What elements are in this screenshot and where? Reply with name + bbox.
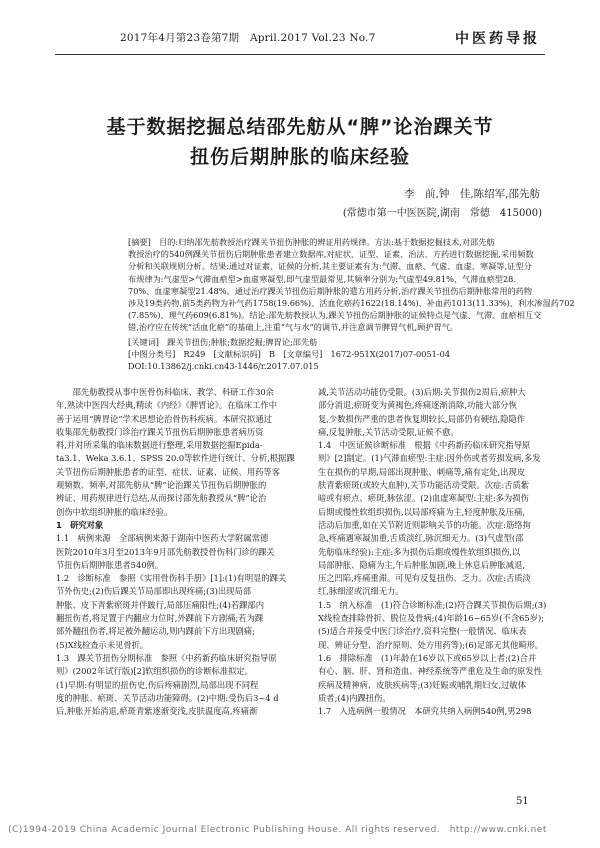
abstract-line: (7.85%)、理气药609(6.81%)。结论:邵先舫教授认为,踝关节扭伤后期肿胀的证候特点是气虚、气滞、血瘀相互交 [128,310,542,321]
body-line: 年,熟读中医四大经典,精读《内经》《脾胃论》。在临床工作中 [56,400,277,411]
body-line: 肤青紫瘀斑(或较大血肿),关节功能活动受限。次症:舌质紫 [318,480,530,491]
copyright-footer: (C)1994-2019 China Academic Journal Electronic Publishing House. All rights reserved. http://www.cnki.net [8,825,547,835]
body-line: 善于运用“脾胃论”学术思想论治骨伤科疾病。本研究拟通过 [56,413,272,424]
body-line: 部分消退,瘀斑变为黄褐色,疼痛逐渐消除,功能大部分恢 [318,400,517,411]
header-divider [55,54,545,55]
body-line: 翻扭伤者,将足置于内翻应力位时,外踝前下方剧痛;若为踝 [56,613,264,624]
body-line: 料,并对所采集的临床数据进行整理,采用数据挖掘Epida- [56,440,263,451]
article-title-line-1: 基于数据挖掘总结邵先舫从“脾”论治踝关节 [106,116,494,138]
body-line: 生在损伤的早期,局部出现肿胀、刺痛等,痛有定处,出现皮 [318,466,526,477]
body-line: 先舫临床经验):主症:多为损伤后期或慢性软组织损伤,以 [318,546,521,557]
body-line: 节扭伤后期肿胀患者540例。 [56,559,164,570]
body-line: ta3.1、Weka 3.6.1、SPSS 20.0等软件进行统计、分析,根据踝 [56,453,295,464]
body-line: (1)早期:有明显的扭伤史,伤后疼痛剧烈,局部出现不同程 [56,679,259,690]
body-line: 活动后加重,如在关节附近则影响关节的功能。次症:筋络拘 [318,519,531,530]
body-line: 疾病及精神病、皮肤疾病等;(3)妊娠或哺乳期妇女,过敏体 [318,679,527,690]
body-line: 收集邵先舫教授门诊治疗踝关节扭伤后期肿胀患者病历资 [56,426,264,437]
body-line: 度的肿胀、瘀斑、关节活动功能障碍。(2)中期:受伤后3~4 d [56,692,279,703]
author-affiliation: (常德市第一中医医院,湖南 常德 415000) [342,208,542,219]
author-list: 李 前,钟 佳,陈绍军,邵先舫 [403,188,540,200]
abstract-line: 错,治疗应在传统“活血化瘀”的基础上,注重“气与水”的调节,并注意调节脾胃气机,顾护胃气。 [128,322,459,333]
body-line: 红,脉细涩或沉细无力。 [318,586,404,597]
body-line: 压之凹陷,疼痛重滞。可见有反复扭伤、乏力。次症:舌质淡 [318,573,531,584]
body-line: 1.2 诊断标准 参照《实用骨伤科手册》[1]:(1)有明显的踝关 [56,573,287,584]
body-line: 则》(2002年试行版)[2]软组织损伤的诊断标准拟定。 [56,666,253,677]
page-number: 51 [516,796,529,807]
body-line: 局部肿胀、隐痛为主,午后肿胀加剧,晚上休息后肿胀减退, [318,559,526,570]
abstract-line: 70%、血虚寒凝型21.48%。通过治疗踝关节扭伤后期肿胀的遣方用药分析,治疗踝关节扭伤后期肿胀常用的药物 [128,285,533,296]
body-column-right [318,386,547,718]
classification-info: [中图分类号] R249 [文献标识码] B [文章编号] 1672-951X(2017)07-0051-04 [128,348,451,359]
abstract-line: 分析和关联规则分析。结果:通过对证素、证候的分析,其主要证素有为:气滞、血瘀、气虚、血虚、寒凝等,证型分 [128,261,532,272]
body-line: 1.1 病例来源 全部病例来源于湖南中医药大学附属常德 [56,533,269,544]
body-line: 急,疼痛遇寒凝加重,舌质淡红,脉沉细无力。(3)气虚型(邵 [318,533,524,544]
keywords: [关键词] 踝关节扭伤;肿胀;数据挖掘;脾胃论;邵先舫 [128,336,318,347]
body-line: 痛,反复肿胀,关节活动受限,证候不愈。 [318,426,459,437]
body-line: (5)适合并接受中医门诊治疗,资料完整(一般情况、临床表 [318,626,527,637]
body-line: 观频数、频率,对邵先舫从“脾”论治踝关节扭伤后期肿胀的 [56,480,267,491]
abstract-line: 涉及19类药物,前5类药物为补气药1758(19.66%)、活血化瘀药1622(18.14%)、补血药1013(11.33%)、利水渗湿药702 [128,298,575,309]
body-line: 减,关节活动功能仍受限。(3)后期:关节损伤2周后,瘀肿大 [318,387,526,397]
issue-info: 2017年4月第23卷第7期 April.2017 Vol.23 No.7 [120,32,376,44]
body-line: 则》[2]制定。(1)气滞血瘀型:主症:因外伤或者劳损发病,多发 [318,453,541,464]
body-line: 部外翻扭伤者,将足被外翻运动,则内踝前下方出现剧痛; [56,626,255,637]
body-line: 辨证、用药规律进行总结,从而探讨邵先舫教授从“脾”论治 [56,493,267,504]
abstract-line: 教授治疗的540例踝关节扭伤后期肿胀患者建立数据库,对症状、证型、证素、治法、方药进行数据挖掘,采用频数 [128,249,534,260]
body-line: 创伤中软组织肿胀的临床经验。 [56,506,173,517]
body-line: 肿胀、皮下青紫瘀斑并伴跛行,局部压痛阳性;(4)若踝部内 [56,599,265,610]
body-line: 1.4 中医证候诊断标准 根据《中药新药临床研究指导原 [318,440,531,451]
body-column-left [56,386,295,718]
body-line: 暗或有瘀点、瘀斑,脉弦涩。(2)血虚寒凝型:主症:多为损伤 [318,493,529,504]
body-line: 后,肿胀开始消退,瘀斑青紫逐渐变浅,皮肤温度高,疼痛渐 [56,706,258,717]
body-line: 1.6 排除标准 (1)年龄在16岁以下或65岁以上者;(2)合并 [318,652,537,663]
body-line: (5)X线检查示未见骨折。 [56,639,149,650]
abstract-line: [摘要] 目的:归纳邵先舫教授治疗踝关节扭伤肿胀的辨证用药规律。方法:基于数据挖掘技术,对邵先舫 [128,237,495,247]
running-header [120,28,540,48]
body-line: 1.3 踝关节扭伤分期标准 参照《中药新药临床研究指导原 [56,652,277,663]
body-line: 有心、脑、肝、肾和造血、神经系统等严重危及生命的原发性 [318,666,543,677]
body-line: X线检查排除骨折、脱位及骨病;(4)年龄16~65岁(不含65岁); [318,613,544,624]
abstract-block [128,236,575,372]
body-line: 节外伤史;(2)伤后踝关节局部即出现疼痛;(3)出现局部 [56,586,252,597]
body-line: 复,少数损伤严重的患者恢复期较长,局部仍有硬结,隐隐作 [318,413,526,424]
doi: DOI:10.13862/j.cnki.cn43-1446/r.2017.07.015 [128,361,319,372]
section-heading: 1 研究对象 [56,519,104,530]
journal-logo: 中医药导报 [455,31,540,47]
body-line: 关节扭伤后期肿胀患者的证型、症状、证素、证候、用药等客 [56,466,281,477]
body-line: 1.5 纳入标准 (1)符合诊断标准;(2)符合踝关节损伤后期;(3) [318,599,547,610]
body-line: 后期或慢性软组织损伤,以局部疼痛为主,轻度肿胀及压痛, [318,506,526,517]
body-line: 邵先舫教授从事中医骨伤科临床、教学、科研工作30余 [56,387,274,397]
abstract-line: 布规律为:气虚型>气滞血瘀型>血虚寒凝型,即气虚型最常见,其频率分别为:气虚型49.81%、气滞血瘀型28. [128,273,516,284]
body-line: 现、辨证分型、治疗原则、处方用药等);(6)足部无其他畸形。 [318,639,544,650]
body-line: 1.7 入选病例一般情况 本研究共纳入病例540例,男298 [318,706,532,717]
article-title-line-2: 扭伤后期肿胀的临床经验 [189,146,410,168]
body-line: 医院2010年3月至2013年9月邵先舫教授骨伤科门诊的踝关 [56,546,275,557]
body-line: 质者;(4)内踝扭伤。 [318,692,391,703]
